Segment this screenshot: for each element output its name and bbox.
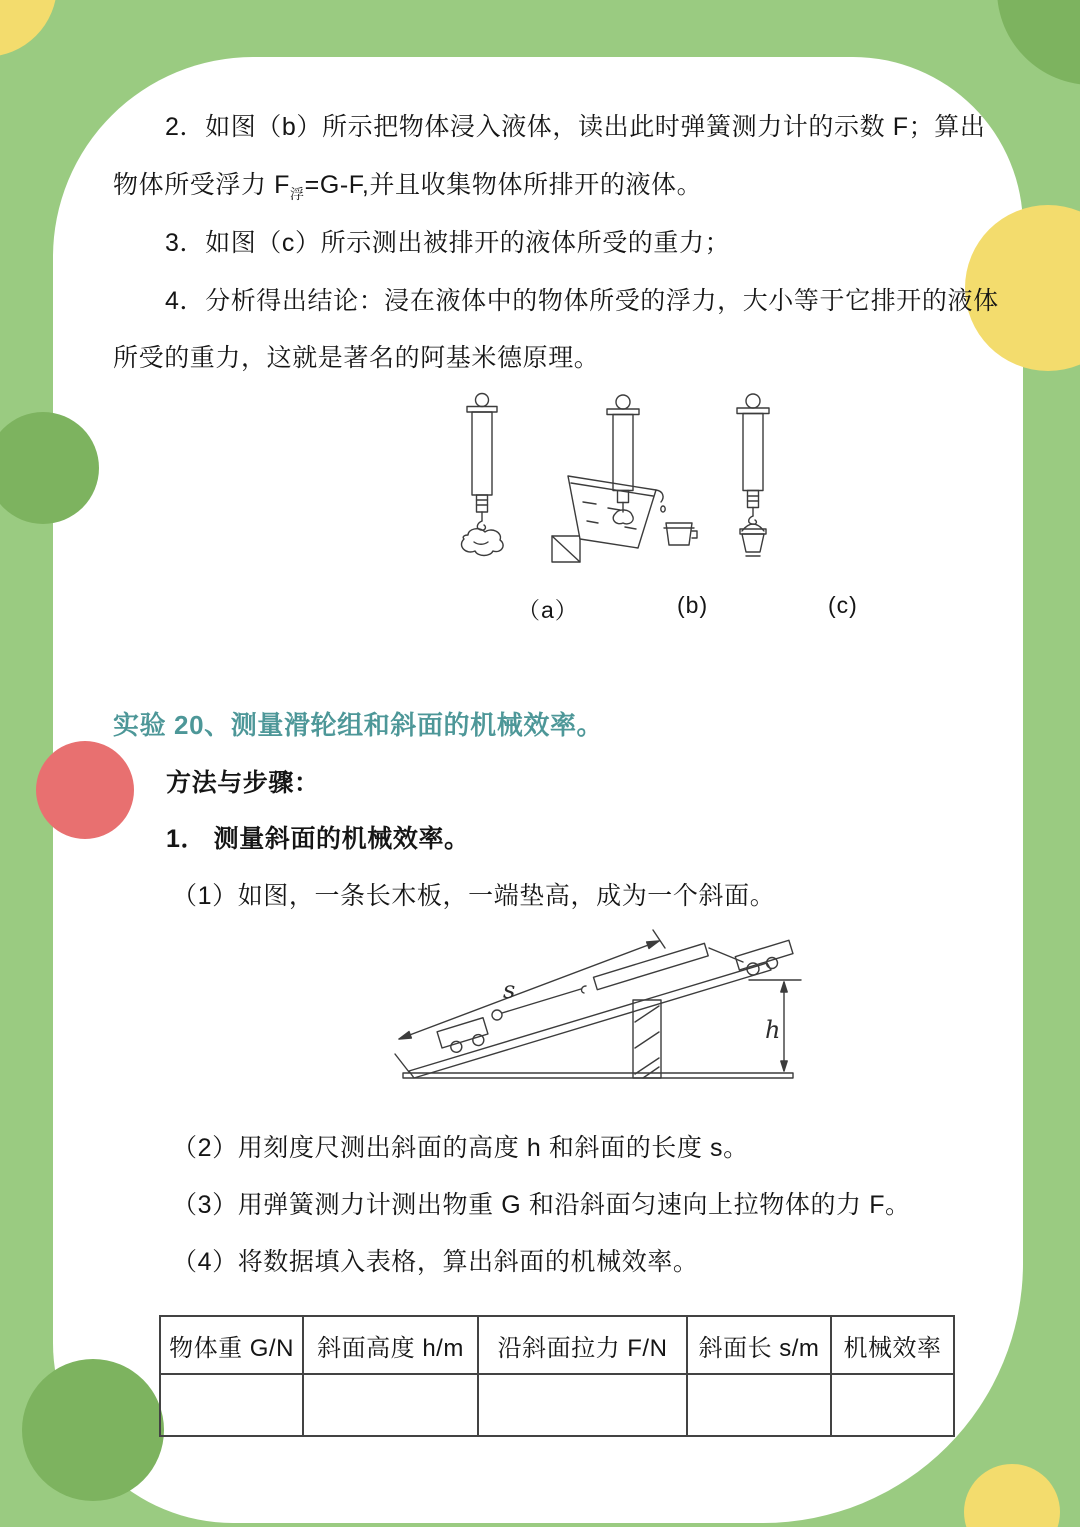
formula-subscript: 浮	[290, 186, 305, 202]
incline-board-icon	[409, 963, 771, 1078]
spring-scale-c-icon	[737, 394, 769, 556]
incline-spring-scale-icon	[593, 943, 708, 989]
buoyancy-step-3: 3．如图（c）所示测出被排开的液体所受的重力；	[165, 229, 731, 257]
incline-figure-svg	[393, 920, 803, 1095]
header-incline-length: 斜面长 s/m	[687, 1316, 831, 1374]
bucket-handle-icon	[742, 524, 764, 531]
figure-label-a: （a）	[517, 597, 579, 623]
header-pull-force: 沿斜面拉力 F/N	[478, 1316, 687, 1374]
item-1-heading: 1． 测量斜面的机械效率。	[166, 825, 470, 853]
cart-icon	[437, 1018, 490, 1056]
buoyancy-formula-line	[113, 170, 702, 203]
figure-label-c: (c)	[828, 592, 858, 618]
buoyancy-step-4-line1: 4．分析得出结论：浸在液体中的物体所受的浮力，大小等于它排开的液体	[165, 287, 999, 315]
formula-suffix: =G-F,并且收集物体所排开的液体。	[304, 171, 703, 199]
header-object-weight: 物体重 G/N	[160, 1316, 303, 1374]
cell-efficiency	[831, 1374, 954, 1436]
spout-icon	[656, 490, 663, 502]
step-1-text: （1）如图，一条长木板，一端垫高，成为一个斜面。	[172, 882, 776, 910]
overflow-beaker-icon	[568, 476, 656, 548]
h-dimension-label: h	[765, 1016, 781, 1044]
bucket-body-icon	[742, 534, 764, 552]
buoyancy-step-2: 2．如图（b）所示把物体浸入液体，读出此时弹簧测力计的示数 F；算出	[165, 113, 986, 141]
ground-line	[403, 1073, 793, 1078]
table-data-row	[160, 1374, 954, 1436]
cell-incline-height	[303, 1374, 478, 1436]
step-4-text: （4）将数据填入表格，算出斜面的机械效率。	[172, 1248, 699, 1276]
table-header-row	[160, 1316, 954, 1374]
step-2-text: （2）用刻度尺测出斜面的高度 h 和斜面的长度 s。	[172, 1134, 749, 1162]
results-table	[159, 1315, 955, 1437]
figure-label-b: (b)	[677, 592, 709, 618]
cell-object-weight	[160, 1374, 303, 1436]
header-incline-height: 斜面高度 h/m	[303, 1316, 478, 1374]
cart-hook-ring-icon	[492, 1010, 502, 1020]
overflow-cup-icon	[666, 523, 692, 545]
spring-scale-b-icon	[552, 395, 697, 562]
end-roller-icon	[735, 940, 793, 970]
methods-heading: 方法与步骤：	[166, 769, 320, 797]
s-dimension-line	[399, 941, 659, 1039]
step-3-text: （3）用弹簧测力计测出物重 G 和沿斜面匀速向上拉物体的力 F。	[172, 1191, 911, 1219]
formula-prefix: 物体所受浮力 F	[113, 171, 291, 199]
water-drop-icon	[661, 506, 665, 512]
buoyancy-step-4-line2: 所受的重力，这就是著名的阿基米德原理。	[113, 344, 600, 372]
incline-diagram	[395, 930, 801, 1078]
s-dimension-label: s	[503, 976, 516, 1004]
header-efficiency: 机械效率	[831, 1316, 954, 1374]
spring-scale-a-icon	[462, 394, 504, 556]
cell-pull-force	[478, 1374, 687, 1436]
experiment-20-title: 实验 20、测量滑轮组和斜面的机械效率。	[113, 710, 604, 740]
stone-object-icon	[462, 529, 504, 556]
cell-incline-length	[687, 1374, 831, 1436]
buoyancy-figure-svg	[440, 390, 880, 585]
